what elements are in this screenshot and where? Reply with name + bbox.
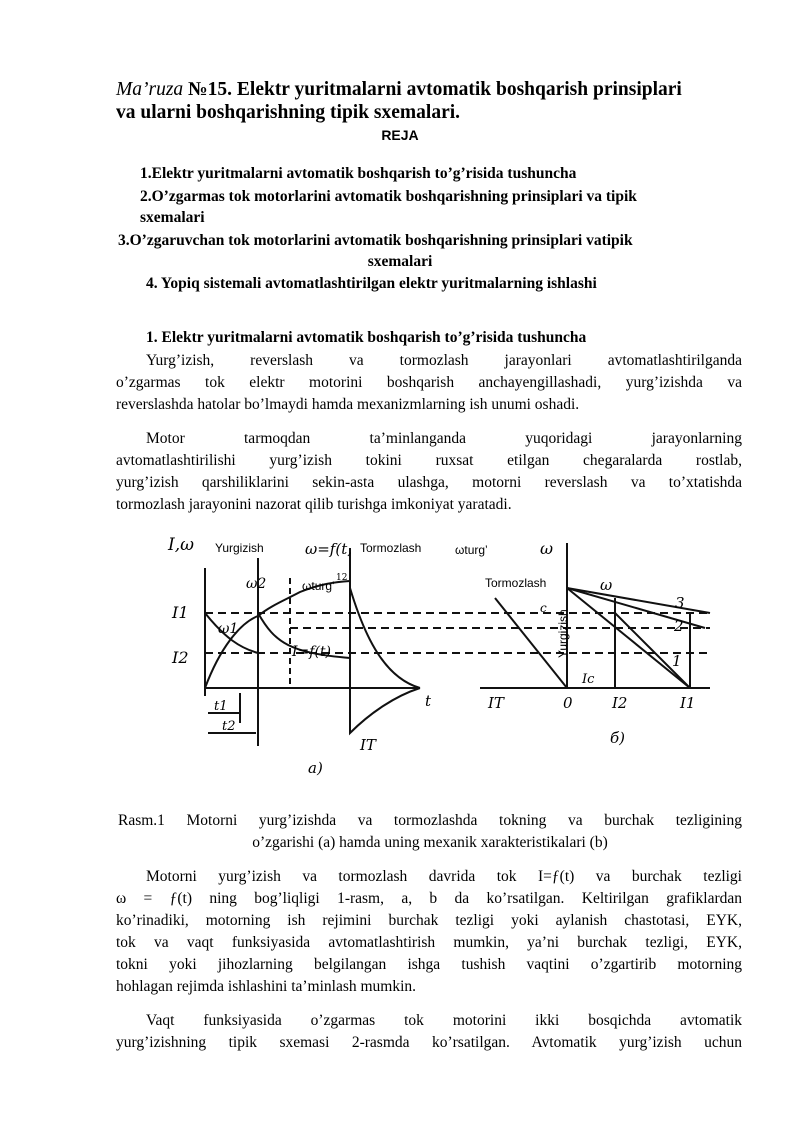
plan-item-4: 4. Yopiq sistemali avtomatlashtirilgan elektr yuritmalarning ishlashi: [146, 275, 597, 292]
paragraph-2: [116, 428, 742, 516]
p3-line: ω = ƒ(t) ning bog’liqligi 1-rasm, a, b da ko’rsatilgan. Keltirilgan grafiklardan: [116, 890, 742, 907]
caption-line-1: Rasm.1 Motorni yurg’izishda va tormozlashda tokning va burchak tezligining: [118, 812, 742, 829]
plan-item-2b: sxemalari: [140, 209, 205, 226]
label-t1: t1: [214, 699, 228, 714]
label-part-b: б): [610, 729, 626, 747]
caption-line-2: o’zgarishi (a) hamda uning mexanik xarakteristikalari (b): [252, 834, 608, 851]
p4-line: yurg’izishning tipik sxemasi 2-rasmda ko’rsatilgan. Avtomatik yurg’izish uchun: [116, 1034, 742, 1051]
p3-line: hohlagan rejimda ishlashini ta’minlash mumkin.: [116, 978, 417, 995]
p3-line: ko’rinadiki, motorning ish rejimini burchak tezligi yoki aylanish chastotasi, EYK,: [116, 912, 742, 929]
label-omega-eq: ω=f(t,: [305, 540, 352, 558]
label-char-1: 1: [672, 652, 682, 670]
label-yurgizish-2: Yurgizish: [556, 609, 570, 658]
figure-caption: [118, 810, 742, 854]
p2-line: Motor tarmoqdan ta’minlanganda yuqoridagi jarayonlarning: [146, 430, 742, 447]
label-t-axis: t: [425, 692, 432, 710]
label-omega2: ω2: [246, 576, 267, 592]
plan-item-3b: sxemalari: [367, 253, 433, 270]
label-c: c: [540, 601, 547, 615]
plan-item-3a: 3.O’zgaruvchan tok motorlarini avtomatik boshqarishning prinsiplari vatipik: [118, 232, 633, 249]
paragraph-3: [116, 866, 742, 998]
label-12: 12: [336, 573, 348, 583]
lecture-title: [116, 78, 756, 124]
plan-item-2a: 2.O’zgarmas tok motorlarini avtomatik boshqarishning prinsiplari va tipik: [140, 188, 637, 205]
label-tormozlash-2: Tormozlash: [485, 576, 547, 590]
title-prefix: Ma’ruza: [116, 79, 184, 100]
section-1-heading: 1. Elektr yuritmalarni avtomatik boshqarish to’g’risida tushuncha: [146, 329, 587, 346]
figure-1-diagram: [150, 528, 740, 793]
label-I1-b: I1: [680, 694, 696, 712]
p3-line: Motorni yurg’izish va tormozlash davrida tok I=ƒ(t) va burchak tezligi: [146, 868, 742, 885]
p2-line: avtomatlashtirilishi yurg’izish tokini ruxsat etilgan chegaralarda rostlab,: [116, 452, 742, 469]
p2-line: tormozlash jarayonini nazorat qilib turishga imkoniyat yaratadi.: [116, 496, 512, 513]
title-line2: va ularni boshqarishning tipik sxemalari.: [116, 102, 461, 123]
label-IT: IT: [360, 736, 376, 754]
label-I-eq: I=f(t): [292, 644, 331, 660]
axis-label-I-omega: I,ω: [168, 535, 194, 555]
p3-line: tokni yoki jihozlarning belgilangan ishga tushish vaqtini o’zgartirib motorning: [116, 956, 742, 973]
brake-omega-curve: [350, 588, 420, 688]
label-Ic-b: Ic: [582, 672, 595, 687]
label-part-a: a): [308, 759, 323, 777]
label-char-3: 3: [675, 594, 685, 612]
p1-line: reverslashda hatolar bo’lmaydi hamda mexanizmlarning ish unumi oshadi.: [116, 396, 580, 413]
paragraph-1: [116, 350, 742, 416]
label-tormozlash: Tormozlash: [360, 541, 422, 555]
paragraph-4: [116, 1010, 742, 1054]
label-omega-turg-1: ωturg’: [455, 543, 488, 557]
plan-item-1: 1.Elektr yuritmalarni avtomatik boshqarish to’g’risida tushuncha: [140, 165, 577, 182]
label-zero-b: 0: [563, 694, 573, 712]
label-omega-b2: ω: [600, 576, 613, 594]
label-I1: I1: [172, 603, 189, 622]
p2-line: yurg’izish qarshiliklarini sekin-asta ulashga, motorni reverslash va to’xtatishda: [116, 474, 742, 491]
plan-heading: REJA: [381, 127, 419, 143]
label-omega1: ω1: [218, 621, 239, 637]
brake-current-curve: [350, 688, 420, 733]
label-omega-turg-2: ωturg’: [302, 579, 335, 593]
title-rest: №15. Elektr yuritmalarni avtomatik boshqarish prinsiplari: [183, 79, 682, 100]
p1-line: Yurg’izish, reverslash va tormozlash jarayonlari avtomatlashtirilganda: [146, 352, 742, 369]
p1-line: o’zgarmas tok elektr motorini boshqarish anchayengillashadi, yurg’izishda va: [116, 374, 742, 391]
label-I2-b: I2: [612, 694, 628, 712]
label-IT-b: IT: [488, 694, 504, 712]
label-omega-b: ω: [540, 539, 554, 558]
label-I2: I2: [172, 648, 189, 667]
label-t2: t2: [222, 719, 236, 734]
label-char-2: 2: [674, 617, 684, 635]
p3-line: tok va vaqt funksiyasida avtomatlashtirish mumkin, ya’ni burchak tezligi, EYK,: [116, 934, 742, 951]
p4-line: Vaqt funksiyasida o’zgarmas tok motorini ikki bosqichda avtomatik: [146, 1012, 742, 1029]
label-yurgizish: Yurgizish: [215, 541, 264, 555]
